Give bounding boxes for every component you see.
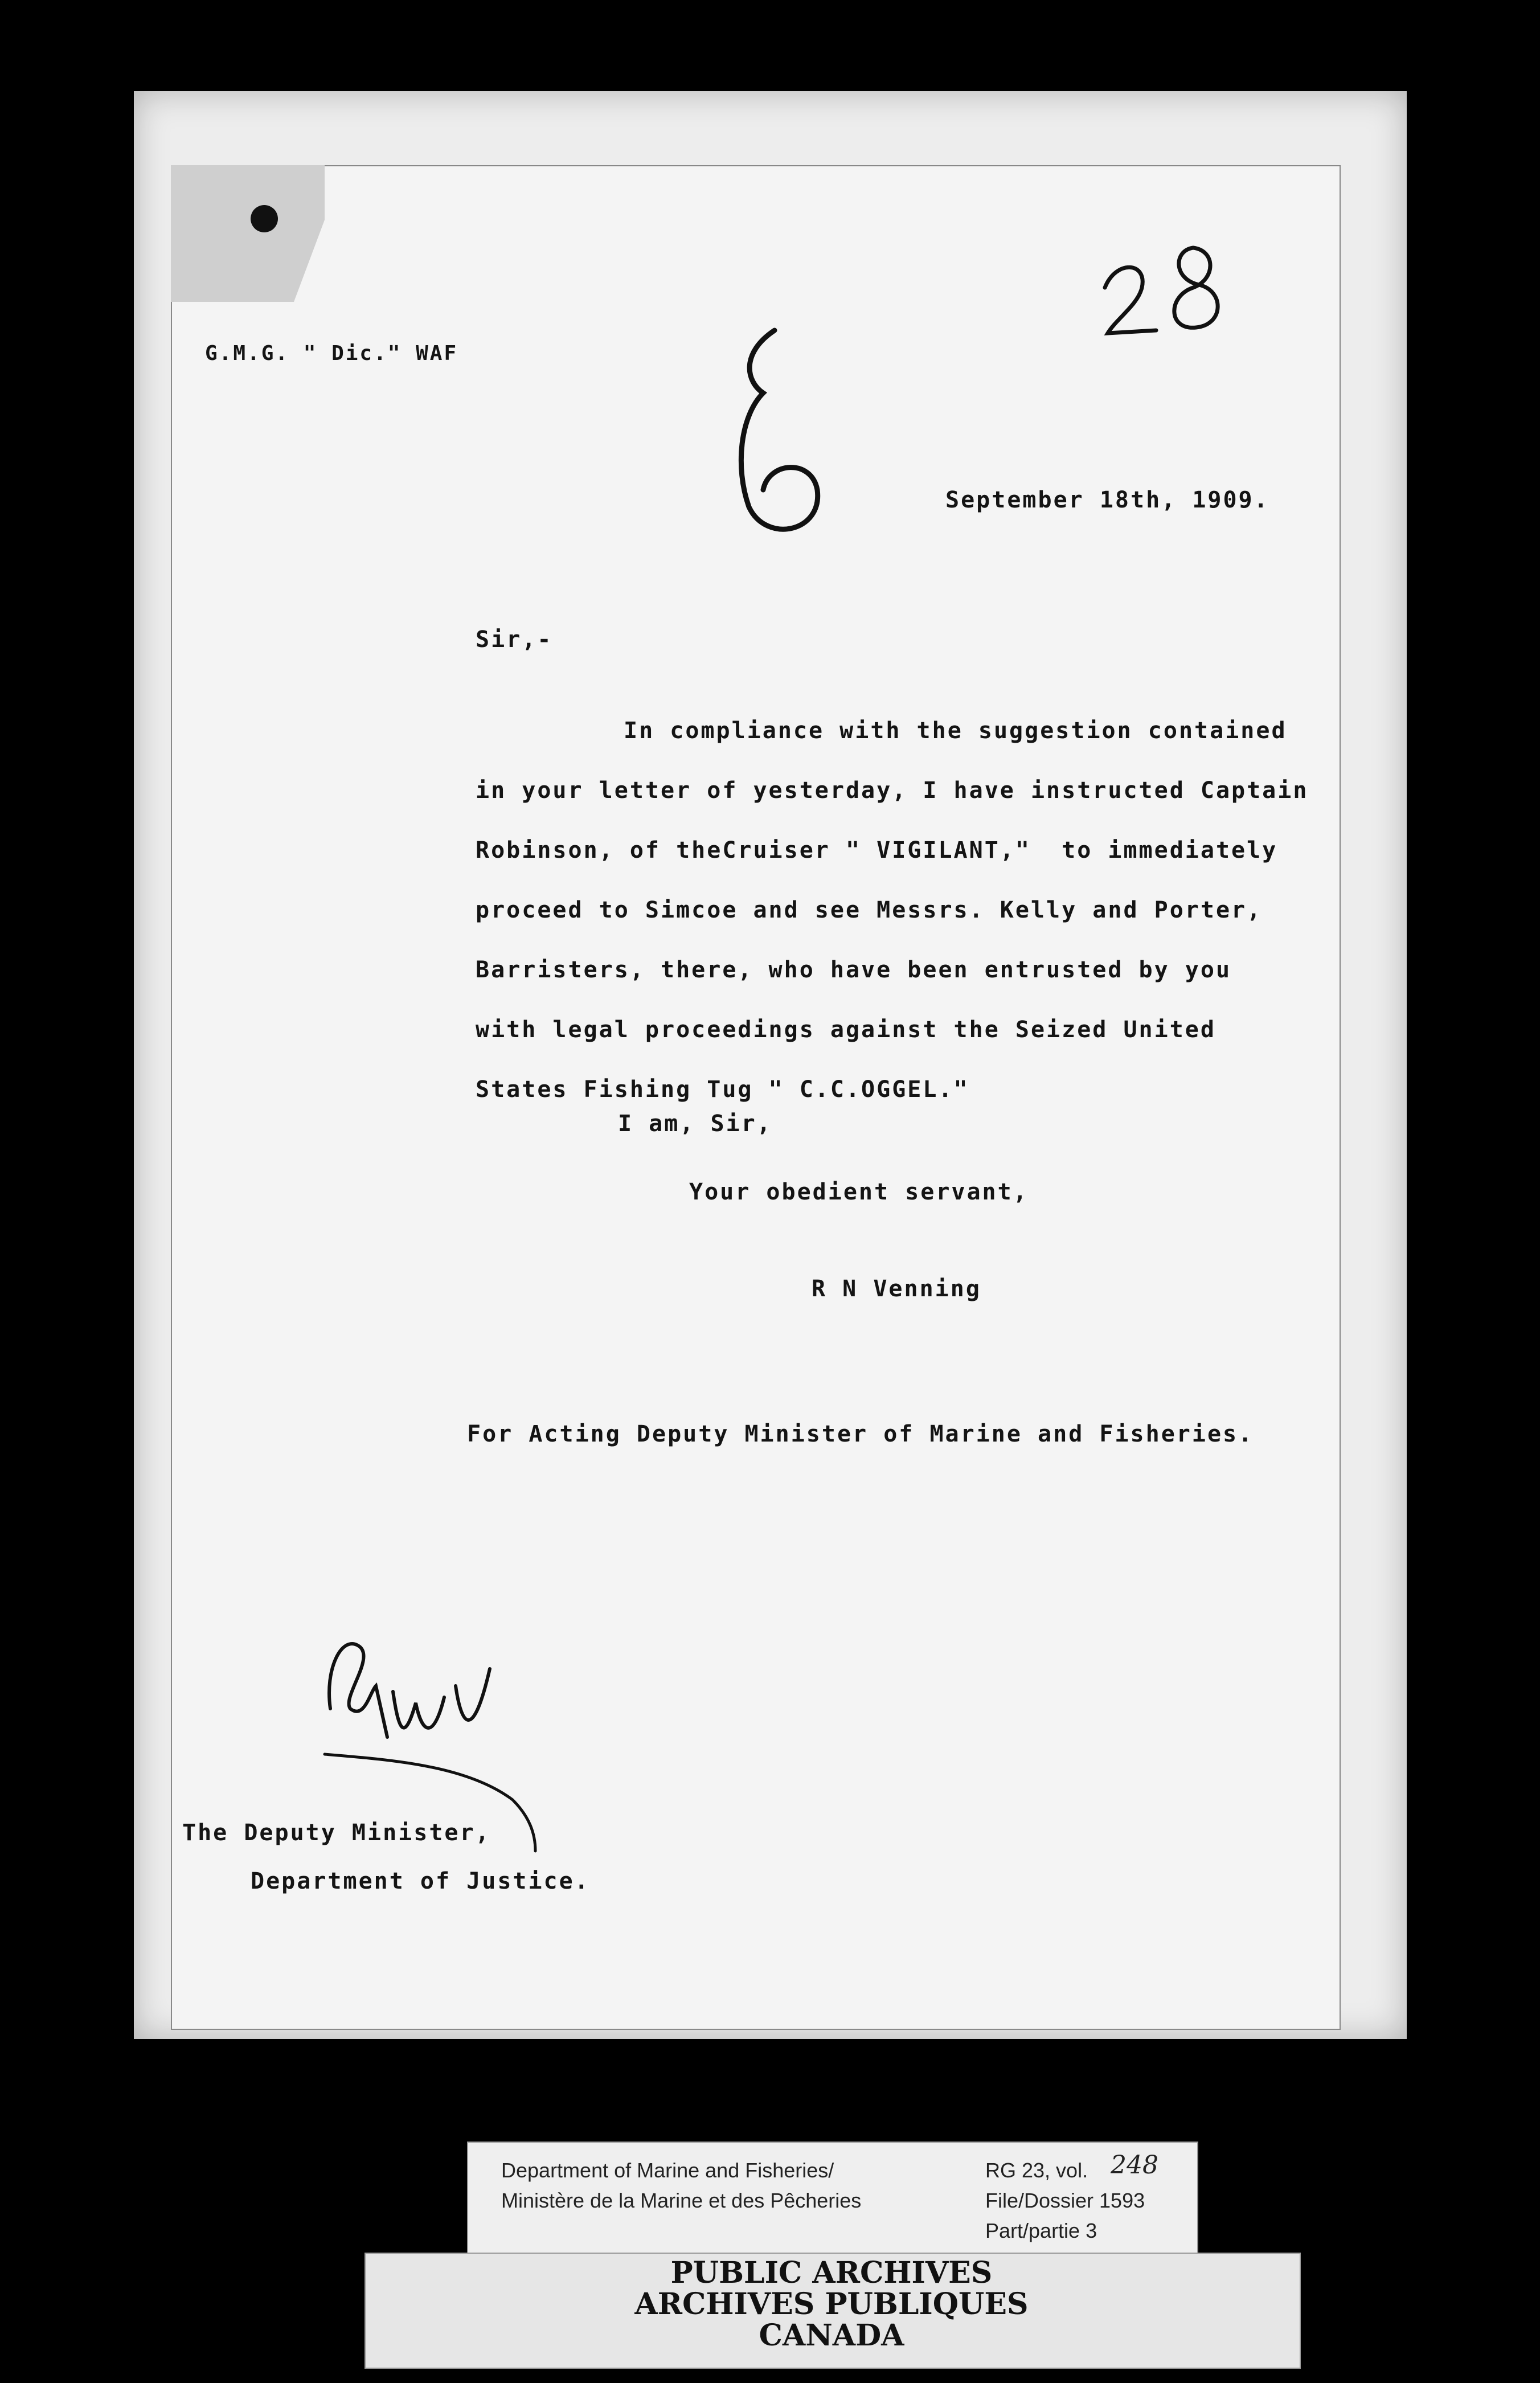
- body-line: Robinson, of theCruiser " VIGILANT," to immediately: [476, 837, 1278, 863]
- stamp-line-3: CANADA: [759, 2318, 904, 2353]
- closing: I am, Sir,: [618, 1111, 772, 1137]
- signer-name: R N Venning: [812, 1276, 981, 1302]
- letter-date: September 18th, 1909.: [945, 487, 1269, 513]
- volume-number: 248: [1111, 2151, 1158, 2180]
- body-line: States Fishing Tug " C.C.OGGEL.": [476, 1076, 969, 1103]
- body-line: In compliance with the suggestion contained: [624, 718, 1287, 744]
- salutation: Sir,-: [476, 627, 553, 653]
- department-french: Ministère de la Marine et des Pêcheries: [501, 2189, 862, 2212]
- body-line: in your letter of yesterday, I have instructed Captain: [476, 777, 1309, 804]
- addressee-department: Department of Justice.: [251, 1868, 590, 1894]
- file-number: File/Dossier 1593: [985, 2189, 1145, 2212]
- body-line: proceed to Simcoe and see Messrs. Kelly and Porter,: [476, 897, 1263, 923]
- addressee-title: The Deputy Minister,: [182, 1820, 491, 1846]
- reference-line: G.M.G. " Dic." WAF: [205, 342, 458, 365]
- body-line: Barristers, there, who have been entrusted by you: [476, 957, 1232, 983]
- body-line: with legal proceedings against the Seized United: [476, 1017, 1216, 1043]
- volume-prefix: RG 23, vol.: [985, 2159, 1088, 2182]
- punch-hole: [251, 205, 278, 232]
- corner-tab: [171, 165, 325, 302]
- department-english: Department of Marine and Fisheries/: [501, 2159, 834, 2182]
- stamp-line-1: PUBLIC ARCHIVES: [670, 2255, 993, 2290]
- stamp-line-2: ARCHIVES PUBLIQUES: [634, 2287, 1029, 2321]
- handwritten-number: [1093, 234, 1242, 347]
- signer-title: For Acting Deputy Minister of Marine and Fisheries.: [467, 1421, 1254, 1447]
- complimentary-close: Your obedient servant,: [689, 1179, 1029, 1205]
- handwritten-folio: [723, 319, 837, 547]
- part-number: Part/partie 3: [985, 2219, 1097, 2242]
